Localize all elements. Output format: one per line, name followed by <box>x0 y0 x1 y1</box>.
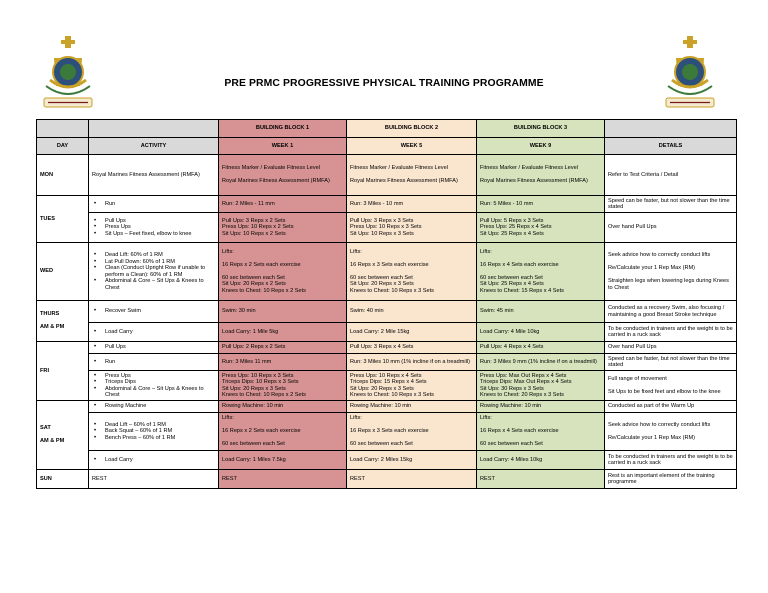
list-item: • Recover Swim <box>92 308 215 315</box>
cell-line: Straighten legs when lowering legs during Knees to Chest <box>608 278 729 291</box>
details-cell <box>605 413 737 451</box>
cell-line: Press Ups: Max Out Reps x 4 Sets <box>480 372 567 379</box>
week9-cell <box>477 213 605 243</box>
cell-line: 60 sec between each Set <box>350 274 413 281</box>
table-row <box>37 470 737 489</box>
column-header-row <box>37 138 737 155</box>
list-item: • Load Carry <box>92 457 215 464</box>
cell-line: Pull Ups: 3 Reps x 3 Sets <box>350 217 414 224</box>
list-item: • Bench Press – 60% of 1 RM <box>92 435 215 442</box>
list-item: • Dead Lift: 60% of 1 RM <box>92 252 215 259</box>
week1-cell <box>219 413 347 451</box>
activity-cell <box>89 354 219 371</box>
activity-cell <box>89 342 219 354</box>
week1-cell <box>219 243 347 301</box>
block-header-row <box>37 120 737 138</box>
cell-line: 60 sec between each Set <box>350 441 413 448</box>
cell-line: 60 sec between each Set <box>222 274 285 281</box>
cell-line: Lifts: <box>480 415 492 422</box>
activity-cell <box>89 413 219 451</box>
week9-cell: Swim: 45 min <box>477 301 605 323</box>
details-cell <box>605 371 737 401</box>
week1-cell: Load Carry: 1 Miles 7.5kg <box>219 451 347 470</box>
cell-line: Lifts: <box>350 415 362 422</box>
activity-cell: REST <box>89 470 219 489</box>
table-row <box>37 243 737 301</box>
cell-line: Knees to Chest: 10 Reps x 2 Sets <box>222 287 306 294</box>
table-row <box>37 354 737 371</box>
activity-cell: Royal Marines Fitness Assessment (RMFA) <box>89 155 219 196</box>
cell-line: Lifts: <box>222 415 234 422</box>
week9-cell: Load Carry: 4 Miles 10kg <box>477 451 605 470</box>
activity-cell <box>89 301 219 323</box>
week5-cell: Rowing Machine: 10 min <box>347 401 477 413</box>
cell-line: Sit Ups: 20 Reps x 3 Sets <box>350 385 414 392</box>
list-item: • Pull Ups <box>92 218 215 225</box>
day-label-thurs: THURS <box>40 311 60 318</box>
list-item: • Lat Pull Down: 60% of 1 RM <box>92 259 215 266</box>
cell-line: Fitness Marker / Evaluate Fitness Level <box>480 165 578 172</box>
week5-cell: Load Carry: 2 Mile 15kg <box>347 323 477 342</box>
list-item: • Abdominal & Core – Sit Ups & Knees to Chest <box>92 278 215 291</box>
cell-line: Knees to Chest: 20 Reps x 3 Sets <box>480 392 564 398</box>
list-item: • Sit Ups – Feet fixed, elbow to knee <box>92 231 215 238</box>
details-cell <box>605 243 737 301</box>
cell-line: Press Ups: 10 Reps x 2 Sets <box>222 224 294 231</box>
table-row <box>37 196 737 213</box>
week1-cell <box>219 371 347 401</box>
details-cell: Over hand Pull Ups <box>605 213 737 243</box>
cell-line: Fitness Marker / Evaluate Fitness Level <box>222 165 320 172</box>
week5-cell: Run: 3 Miles - 10 mm <box>347 196 477 213</box>
week9-cell <box>477 155 605 196</box>
week1-cell <box>219 213 347 243</box>
week1-cell: Pull Ups: 2 Reps x 2 Sets <box>219 342 347 354</box>
cell-line: Press Ups: 10 Reps x 3 Sets <box>222 372 294 379</box>
list-item: • Rowing Machine <box>92 403 215 410</box>
week1-cell: REST <box>219 470 347 489</box>
cell-line: Knees to Chest: 10 Reps x 2 Sets <box>222 392 306 398</box>
list-item: • Triceps Dips <box>92 379 215 386</box>
week9-cell: Pull Ups: 4 Reps x 4 Sets <box>477 342 605 354</box>
list-item: • Run <box>92 201 215 208</box>
details-cell: Over hand Pull Ups <box>605 342 737 354</box>
cell-line: Sit Ups: 25 Reps x 4 Sets <box>480 230 544 237</box>
cell-line: Lifts: <box>222 248 234 255</box>
block2-header: BUILDING BLOCK 2 <box>347 120 477 138</box>
cell-line: Re/Calculate your 1 Rep Max (RM) <box>608 265 696 271</box>
cell-line: Press Ups: 10 Reps x 3 Sets <box>350 224 422 231</box>
week9-cell: Load Carry: 4 Mile 10kg <box>477 323 605 342</box>
header-blank <box>37 120 89 138</box>
cell-line: Lifts: <box>480 248 492 255</box>
list-item: • Press Ups <box>92 373 215 380</box>
activity-cell <box>89 196 219 213</box>
activity-cell <box>89 243 219 301</box>
details-cell: Refer to Test Criteria / Detail <box>605 155 737 196</box>
week5-cell: Pull Ups: 3 Reps x 4 Sets <box>347 342 477 354</box>
cell-line: 60 sec between each Set <box>480 274 543 281</box>
table-row <box>37 401 737 413</box>
cell-line: Sit Ups: 30 Reps x 3 Sets <box>480 385 544 392</box>
cell-line: Triceps Dips: Max Out Reps x 4 Sets <box>480 379 572 385</box>
cell-line: Lifts: <box>350 248 362 255</box>
details-cell: Conducted as part of the Warm Up <box>605 401 737 413</box>
week9-cell <box>477 243 605 301</box>
week9-cell: REST <box>477 470 605 489</box>
table-row <box>37 342 737 354</box>
cell-line: 16 Reps x 4 Sets each exercise <box>480 261 559 268</box>
cell-line: Sit Ups: 20 Reps x 3 Sets <box>222 385 286 392</box>
header-blank <box>605 120 737 138</box>
week1-cell: Run: 3 Miles 11 mm <box>219 354 347 371</box>
week9-cell: Rowing Machine: 10 min <box>477 401 605 413</box>
cell-line: Sit Ups: 10 Reps x 2 Sets <box>222 230 286 237</box>
week9-cell <box>477 371 605 401</box>
day-label <box>37 301 89 342</box>
week9-cell <box>477 413 605 451</box>
day-label: FRI <box>37 342 89 401</box>
royal-marines-crest-icon <box>40 36 96 114</box>
activity-cell <box>89 323 219 342</box>
day-label <box>37 401 89 470</box>
training-programme-table <box>36 119 737 489</box>
activity-cell <box>89 451 219 470</box>
table-row <box>37 213 737 243</box>
cell-line: Royal Marines Fitness Assessment (RMFA) <box>350 178 458 185</box>
day-label: WED <box>37 243 89 301</box>
week5-cell: Swim: 40 min <box>347 301 477 323</box>
week1-cell: Run: 2 Miles - 11 mm <box>219 196 347 213</box>
list-item: • Press Ups <box>92 224 215 231</box>
day-label: SUN <box>37 470 89 489</box>
cell-line: 16 Reps x 3 Sets each exercise <box>350 261 429 268</box>
week5-cell <box>347 371 477 401</box>
table-row <box>37 155 737 196</box>
cell-line: Sit Ups: 20 Reps x 2 Sets <box>222 281 286 288</box>
cell-line: Knees to Chest: 10 Reps x 3 Sets <box>350 392 434 398</box>
week5-cell: REST <box>347 470 477 489</box>
details-cell: To be conducted in trainers and the weight is to be carried in a ruck sack <box>605 323 737 342</box>
day-label-am-pm: AM & PM <box>40 324 65 331</box>
cell-line: Royal Marines Fitness Assessment (RMFA) <box>222 178 330 185</box>
cell-line: 16 Reps x 3 Sets each exercise <box>350 428 429 435</box>
table-row <box>37 451 737 470</box>
week1-cell: Swim: 30 min <box>219 301 347 323</box>
day-label-am-pm: AM & PM <box>40 438 65 445</box>
details-cell: Conducted as a recovery Swim, also focusing / maintaining a good Breast Stroke technique <box>605 301 737 323</box>
day-label-sat: SAT <box>40 425 51 432</box>
activity-header: ACTIVITY <box>89 138 219 155</box>
week9-header: WEEK 9 <box>477 138 605 155</box>
list-item: • Dead Lift – 60% of 1 RM <box>92 422 215 429</box>
cell-line: 60 sec between each Set <box>480 441 543 448</box>
block1-header: BUILDING BLOCK 1 <box>219 120 347 138</box>
list-item: • Abdominal & Core – Sit Ups & Knees to Chest <box>92 386 215 399</box>
block3-header: BUILDING BLOCK 3 <box>477 120 605 138</box>
cell-line: Full range of movement <box>608 375 667 382</box>
cell-line: Pull Ups: 3 Reps x 2 Sets <box>222 217 286 224</box>
cell-line: Press Ups: 10 Reps x 4 Sets <box>350 372 422 379</box>
week5-cell: Load Carry: 2 Miles 15kg <box>347 451 477 470</box>
week5-cell <box>347 243 477 301</box>
week5-cell: Run: 3 Miles 10 mm (1% incline if on a treadmill) <box>347 354 477 371</box>
list-item: • Back Squat – 60% of 1 RM <box>92 428 215 435</box>
cell-line: Knees to Chest: 15 Reps x 4 Sets <box>480 287 564 294</box>
cell-line: Triceps Dips: 15 Reps x 4 Sets <box>350 379 427 385</box>
list-item: • Pull Ups <box>92 344 215 351</box>
cell-line: Re/Calculate your 1 Rep Max (RM) <box>608 434 696 441</box>
table-row <box>37 323 737 342</box>
royal-marines-crest-icon <box>662 36 718 114</box>
cell-line: Sit Ups: 20 Reps x 3 Sets <box>350 281 414 288</box>
cell-line: 16 Reps x 2 Sets each exercise <box>222 428 301 435</box>
cell-line: 16 Reps x 2 Sets each exercise <box>222 261 301 268</box>
cell-line: Knees to Chest: 10 Reps x 3 Sets <box>350 287 434 294</box>
week1-cell <box>219 155 347 196</box>
activity-cell <box>89 213 219 243</box>
week5-cell <box>347 155 477 196</box>
week1-cell: Rowing Machine: 10 min <box>219 401 347 413</box>
cell-line: Triceps Dips: 10 Reps x 3 Sets <box>222 379 299 385</box>
table-row <box>37 371 737 401</box>
header-blank <box>89 120 219 138</box>
week9-cell: Run: 5 Miles - 10 mm <box>477 196 605 213</box>
week1-cell: Load Carry: 1 Mile 5kg <box>219 323 347 342</box>
table-row <box>37 413 737 451</box>
cell-line: 16 Reps x 4 Sets each exercise <box>480 428 559 435</box>
cell-line: Sit Ups to be fixed feet and elbow to the knee <box>608 388 721 395</box>
list-item: • Clean (Conduct Upright Row if unable to perform a Clean): 60% of 1 RM <box>92 265 215 278</box>
activity-cell <box>89 401 219 413</box>
details-cell: To be conducted in trainers and the weight is to be carried in a ruck sack <box>605 451 737 470</box>
week5-cell <box>347 413 477 451</box>
cell-line: 60 sec between each Set <box>222 441 285 448</box>
table-row <box>37 301 737 323</box>
activity-cell <box>89 371 219 401</box>
cell-line: Press Ups: 25 Reps x 4 Sets <box>480 224 552 231</box>
list-item: • Load Carry <box>92 329 215 336</box>
week9-cell: Run: 3 Miles 9 mm (1% incline if on a treadmill) <box>477 354 605 371</box>
day-label: MON <box>37 155 89 196</box>
list-item: • Run <box>92 359 215 366</box>
week1-header: WEEK 1 <box>219 138 347 155</box>
page-title: PRE PRMC PROGRESSIVE PHYSICAL TRAINING PROGRAMME <box>224 78 544 89</box>
day-header: DAY <box>37 138 89 155</box>
details-header: DETAILS <box>605 138 737 155</box>
cell-line: Fitness Marker / Evaluate Fitness Level <box>350 165 448 172</box>
cell-line: Pull Ups: 5 Reps x 3 Sets <box>480 217 544 224</box>
cell-line: Sit Ups: 10 Reps x 3 Sets <box>350 230 414 237</box>
cell-line: Sit Ups: 25 Reps x 4 Sets <box>480 281 544 288</box>
details-cell: Rest is an important element of the training programme <box>605 470 737 489</box>
week5-cell <box>347 213 477 243</box>
cell-line: Seek advice how to correctly conduct lifts <box>608 421 711 428</box>
cell-line: Royal Marines Fitness Assessment (RMFA) <box>480 178 588 185</box>
cell-line: Seek advice how to correctly conduct lifts <box>608 252 711 258</box>
week5-header: WEEK 5 <box>347 138 477 155</box>
details-cell: Speed can be faster, but not slower than the time stated <box>605 196 737 213</box>
day-label: TUES <box>37 196 89 243</box>
details-cell: Speed can be faster, but not slower than the time stated <box>605 354 737 371</box>
